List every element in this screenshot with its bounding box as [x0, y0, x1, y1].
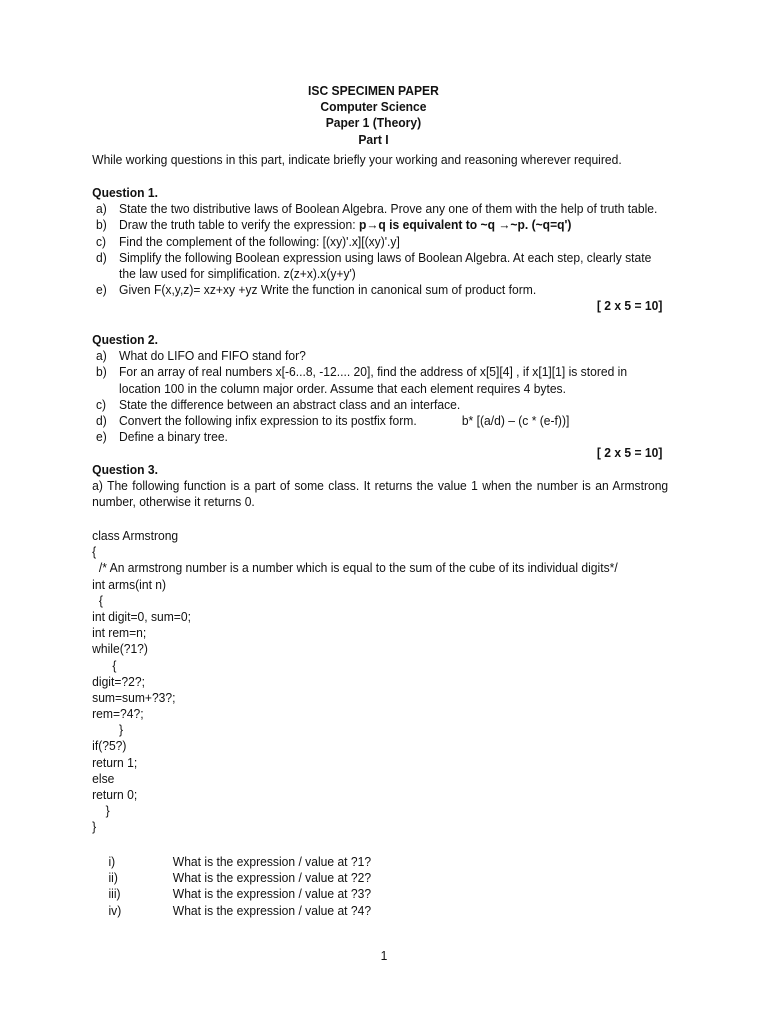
sub-question	[108, 903, 588, 919]
item-text: Simplify the following Boolean expression using laws of Boolean Algebra. At each step, clearly state the law used for simplification. z(z+x).x(y+y')	[119, 250, 652, 281]
question-3-intro: a) The following function is a part of some class. It returns the value 1 when the number is an Armstrong number, otherwise it returns 0.	[92, 479, 669, 510]
question-2a	[92, 348, 668, 364]
paper-header	[0, 83, 747, 148]
question-1-marks: [ 2 x 5 = 10]	[596, 299, 663, 314]
sub-question-number: iii)	[108, 887, 121, 902]
code-line: class Armstrong	[92, 529, 179, 543]
sub-question-text: What is the expression / value at ?4?	[172, 903, 372, 918]
sub-question-text: What is the expression / value at ?1?	[172, 855, 372, 869]
sub-question-number: iv)	[108, 903, 122, 918]
item-text: Define a binary tree.	[119, 430, 228, 445]
code-line: return 1;	[92, 755, 138, 770]
code-line: digit=?2?;	[92, 674, 145, 689]
question-1-title: Question 1.	[92, 186, 158, 200]
sub-questions	[108, 854, 588, 919]
item-text: Find the complement of the following: [(xy)'.x][(xy)'.y]	[119, 234, 400, 249]
code-line: }	[92, 820, 97, 835]
header-paper: Paper 1 (Theory)	[325, 116, 422, 131]
code-line: {	[92, 658, 117, 673]
header-part: Part I	[358, 132, 389, 147]
code-line: int digit=0, sum=0;	[92, 609, 191, 624]
code-line: int arms(int n)	[92, 577, 167, 592]
item-text: State the two distributive laws of Boolean Algebra. Prove any one of them with the help of truth table.	[119, 202, 658, 217]
item-expression: b* [(a/d) – (c * (e-f))]	[461, 414, 570, 428]
sub-question	[108, 854, 588, 870]
item-expression: p→q is equivalent to ~q →~p. (~q=q')	[358, 218, 572, 233]
question-1b	[92, 217, 668, 233]
sub-question	[108, 886, 588, 902]
code-line: else	[92, 771, 115, 786]
question-2-marks: [ 2 x 5 = 10]	[596, 446, 663, 461]
code-line: return 0;	[92, 788, 138, 802]
item-marker: e)	[96, 283, 107, 298]
sub-question-number: i)	[108, 855, 116, 869]
question-2d	[92, 413, 668, 429]
code-line: int rem=n;	[92, 626, 147, 641]
header-title: ISC SPECIMEN PAPER	[308, 84, 439, 98]
question-3-title: Question 3.	[92, 463, 158, 477]
item-text: Given F(x,y,z)= xz+xy +yz Write the function in canonical sum of product form.	[119, 283, 537, 298]
code-line: if(?5?)	[92, 739, 127, 754]
item-marker: d)	[96, 250, 107, 265]
code-line: {	[92, 593, 103, 608]
question-1a	[92, 201, 668, 217]
item-text: Draw the truth table to verify the expression:	[119, 218, 359, 233]
question-2b	[92, 364, 668, 396]
question-2-title: Question 2.	[92, 333, 158, 347]
item-text: For an array of real numbers x[-6...8, -12.... 20], find the address of x[5][4] , if x[1][1] is stored in location 100 in the column major order. Assume that each element requires 4 bytes.	[119, 365, 628, 396]
item-text: What do LIFO and FIFO stand for?	[119, 349, 306, 364]
code-line: /* An armstrong number is a number which is equal to the sum of the cube of its individual digits*/	[92, 561, 618, 576]
instruction-text: While working questions in this part, indicate briefly your working and reasoning wherever required.	[92, 153, 622, 167]
question-1d	[92, 250, 668, 282]
item-marker: a)	[96, 349, 107, 364]
code-line: rem=?4?;	[92, 707, 144, 722]
code-line: }	[92, 723, 124, 738]
item-marker: b)	[96, 365, 107, 380]
item-marker: b)	[96, 218, 107, 233]
item-text: State the difference between an abstract class and an interface.	[119, 397, 461, 412]
code-line: sum=sum+?3?;	[92, 690, 176, 705]
code-line: while(?1?)	[92, 642, 148, 657]
item-marker: c)	[96, 397, 107, 412]
question-2	[92, 332, 668, 462]
question-1	[92, 185, 668, 315]
sub-question-text: What is the expression / value at ?2?	[172, 871, 372, 886]
item-text: Convert the following infix expression to its postfix form.	[119, 414, 417, 428]
question-2e	[92, 429, 668, 445]
code-line: {	[92, 545, 97, 560]
item-marker: d)	[96, 414, 107, 428]
question-3	[92, 462, 668, 511]
sub-question	[108, 870, 588, 886]
item-marker: a)	[96, 202, 107, 217]
sub-question-number: ii)	[108, 871, 118, 886]
header-subject: Computer Science	[320, 100, 427, 115]
question-1c	[92, 234, 668, 250]
page-number: 1	[380, 949, 388, 963]
question-1e	[92, 282, 668, 298]
sub-question-text: What is the expression / value at ?3?	[172, 887, 372, 902]
code-line: }	[92, 804, 110, 819]
code-listing	[92, 528, 668, 836]
question-2c	[92, 397, 668, 413]
item-marker: c)	[96, 234, 107, 249]
item-marker: e)	[96, 430, 107, 445]
